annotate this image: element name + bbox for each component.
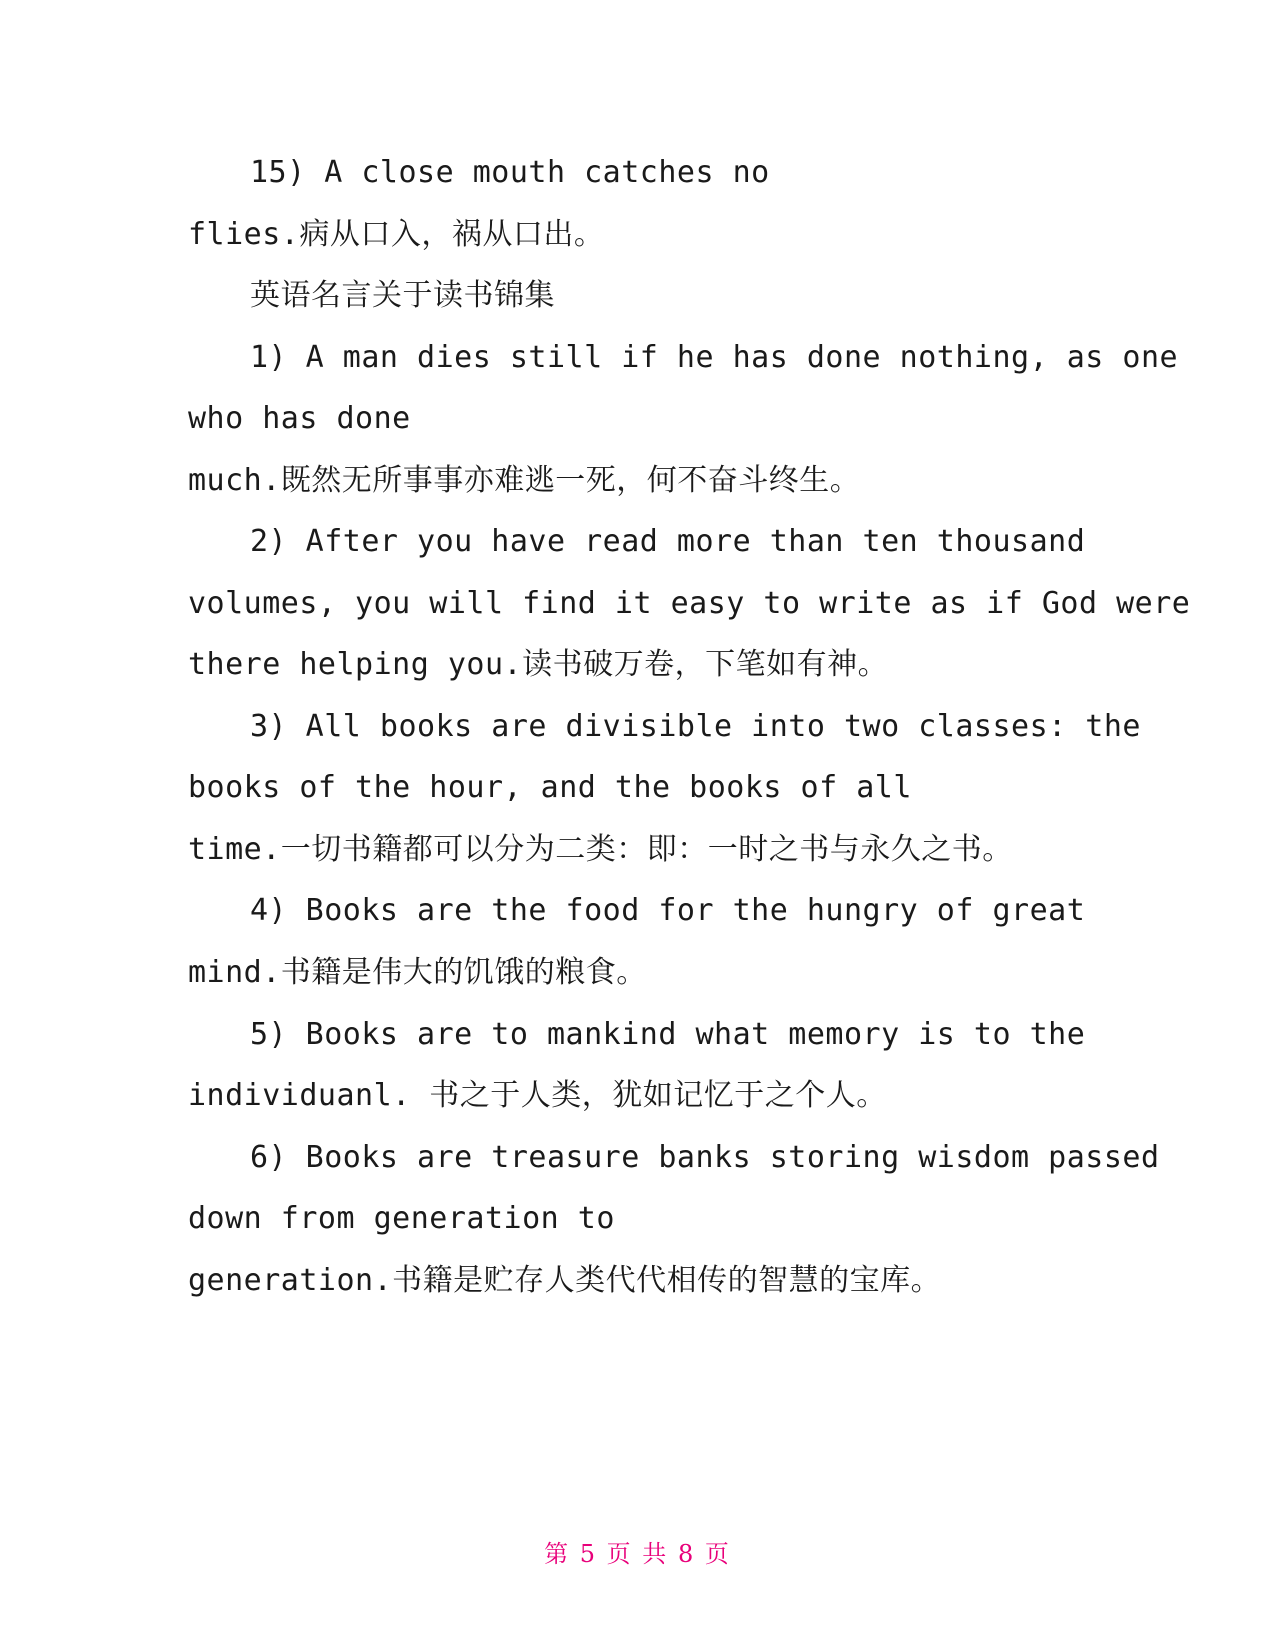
text-line-quote-1-end: much.既然无所事事亦难逃一死，何不奋斗终生。 bbox=[188, 463, 861, 498]
text-line-quote-5-end: individuanl. 书之于人类，犹如记忆于之个人。 bbox=[188, 1078, 887, 1113]
text-line-quote-15-cont: flies.病从口入，祸从口出。 bbox=[188, 217, 605, 252]
text-line-quote-3-end: time.一切书籍都可以分为二类：即：一时之书与永久之书。 bbox=[188, 832, 1013, 867]
text-line-quote-6-cont: down from generation to bbox=[188, 1201, 615, 1236]
text-line-quote-2-cont: volumes, you will find it easy to write as if God were bbox=[188, 586, 1191, 621]
text-line-quote-15: 15) A close mouth catches no bbox=[250, 155, 770, 190]
text-line-quote-2: 2) After you have read more than ten thousand bbox=[250, 524, 1086, 559]
text-line-quote-3-cont: books of the hour, and the books of all bbox=[188, 770, 912, 805]
text-line-quote-1: 1) A man dies still if he has done nothing, as one bbox=[250, 340, 1179, 375]
text-line-quote-6-end: generation.书籍是贮存人类代代相传的智慧的宝库。 bbox=[188, 1263, 942, 1298]
text-line-quote-5: 5) Books are to mankind what memory is to the bbox=[250, 1017, 1086, 1052]
text-line-quote-6: 6) Books are treasure banks storing wisdom passed bbox=[250, 1140, 1160, 1175]
text-line-quote-4-end: mind.书籍是伟大的饥饿的粮食。 bbox=[188, 955, 647, 990]
text-line-quote-2-end: there helping you.读书破万卷，下笔如有神。 bbox=[188, 647, 889, 682]
text-line-quote-4: 4) Books are the food for the hungry of great bbox=[250, 893, 1086, 928]
section-heading: 英语名言关于读书锦集 bbox=[250, 278, 555, 313]
text-line-quote-1-cont: who has done bbox=[188, 401, 411, 436]
text-line-quote-3: 3) All books are divisible into two classes: the bbox=[250, 709, 1141, 744]
page-number-footer: 第 5 页 共 8 页 bbox=[544, 1540, 731, 1568]
